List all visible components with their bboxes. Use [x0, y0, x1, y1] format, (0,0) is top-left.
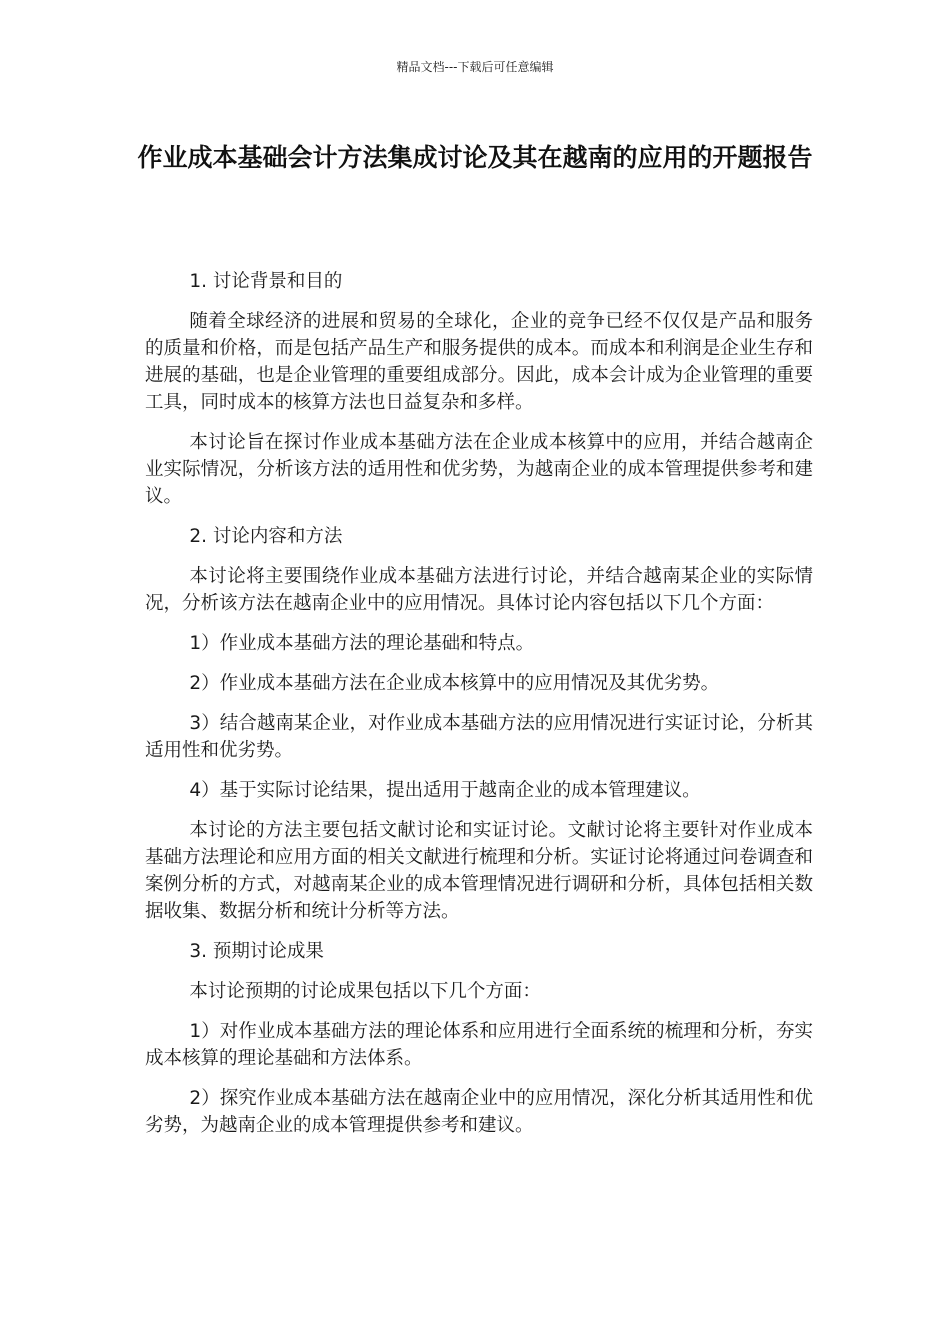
section-heading-background: 1. 讨论背景和目的 [189, 271, 343, 292]
body-paragraph: 本讨论预期的讨论成果包括以下几个方面： [189, 981, 541, 1002]
list-item: 3）结合越南某企业，对作业成本基础方法的应用情况进行实证讨论，分析其适用性和优劣势。 [145, 713, 813, 761]
section-heading-expected-results: 3. 预期讨论成果 [189, 941, 324, 962]
body-paragraph: 随着全球经济的进展和贸易的全球化，企业的竞争已经不仅仅是产品和服务的质量和价格，而是包括产品生产和服务提供的成本。而成本和利润是企业生存和进展的基础，也是企业管理的重要组成部分。因此，成本会计成为企业管理的重要工具，同时成本的核算方法也日益复杂和多样。 [145, 311, 813, 413]
list-item: 2）探究作业成本基础方法在越南企业中的应用情况，深化分析其适用性和优劣势，为越南企业的成本管理提供参考和建议。 [145, 1088, 813, 1136]
document-title: 作业成本基础会计方法集成讨论及其在越南的应用的开题报告 [137, 143, 813, 172]
list-item: 1）作业成本基础方法的理论基础和特点。 [189, 633, 535, 654]
body-paragraph: 本讨论旨在探讨作业成本基础方法在企业成本核算中的应用，并结合越南企业实际情况，分析该方法的适用性和优劣势，为越南企业的成本管理提供参考和建议。 [145, 432, 813, 507]
list-item: 1）对作业成本基础方法的理论体系和应用进行全面系统的梳理和分析，夯实成本核算的理论基础和方法体系。 [145, 1021, 813, 1069]
list-item: 4）基于实际讨论结果，提出适用于越南企业的成本管理建议。 [189, 780, 701, 801]
document-body [145, 268, 813, 1152]
body-paragraph: 本讨论将主要围绕作业成本基础方法进行讨论，并结合越南某企业的实际情况，分析该方法在越南企业中的应用情况。具体讨论内容包括以下几个方面： [145, 566, 813, 614]
list-item: 2）作业成本基础方法在企业成本核算中的应用情况及其优劣势。 [189, 673, 720, 694]
header-note: 精品文档---下载后可任意编辑 [396, 60, 554, 74]
body-paragraph: 本讨论的方法主要包括文献讨论和实证讨论。文献讨论将主要针对作业成本基础方法理论和应用方面的相关文献进行梳理和分析。实证讨论将通过问卷调查和案例分析的方式，对越南某企业的成本管理情况进行调研和分析，具体包括相关数据收集、数据分析和统计分析等方法。 [145, 820, 813, 922]
section-heading-content-method: 2. 讨论内容和方法 [189, 526, 343, 547]
